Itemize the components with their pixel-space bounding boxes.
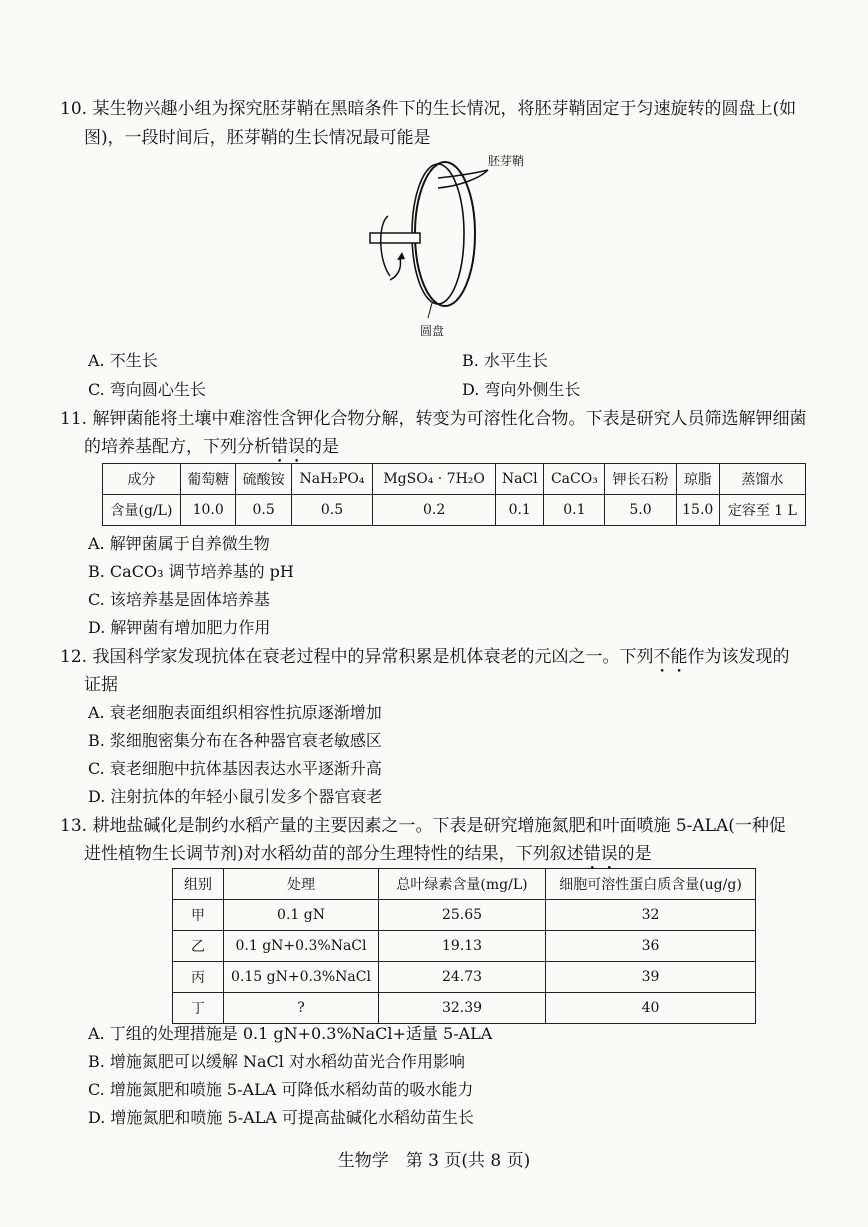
table-cell: 定容至 1 L bbox=[719, 495, 805, 526]
table-header: 处理 bbox=[224, 869, 379, 900]
q13-option-a: A. 丁组的处理措施是 0.1 gN+0.3%NaCl+适量 5-ALA bbox=[88, 1024, 493, 1043]
q11-option-c: C. 该培养基是固体培养基 bbox=[88, 590, 270, 609]
table-cell: ? bbox=[224, 993, 379, 1024]
table-header: 细胞可溶性蛋白质含量(ug/g) bbox=[546, 869, 756, 900]
table-header: 蒸馏水 bbox=[719, 464, 805, 495]
q11-option-d: D. 解钾菌有增加肥力作用 bbox=[88, 618, 271, 637]
table-header: 总叶绿素含量(mg/L) bbox=[379, 869, 546, 900]
disk-outer-edge bbox=[415, 162, 475, 306]
table-cell: 丙 bbox=[173, 962, 224, 993]
table-cell: 32.39 bbox=[379, 993, 546, 1024]
table-cell: 40 bbox=[546, 993, 756, 1024]
table-header: 琼脂 bbox=[676, 464, 719, 495]
table-header: 硫酸铵 bbox=[236, 464, 291, 495]
figure-label-disk: 圆盘 bbox=[420, 324, 445, 338]
table-header: CaCO₃ bbox=[544, 464, 605, 495]
table-row bbox=[173, 993, 756, 1024]
q11-option-a: A. 解钾菌属于自养微生物 bbox=[88, 534, 270, 553]
q11-medium-table bbox=[102, 463, 806, 526]
table-cell: 0.1 gN+0.3%NaCl bbox=[224, 931, 379, 962]
table-cell: 乙 bbox=[173, 931, 224, 962]
q13-option-d: D. 增施氮肥和喷施 5-ALA 可提高盐碱化水稻幼苗生长 bbox=[88, 1108, 474, 1127]
table-header: 钾长石粉 bbox=[605, 464, 676, 495]
q11-option-b: B. CaCO₃ 调节培养基的 pH bbox=[88, 562, 294, 581]
table-cell: 0.1 gN bbox=[224, 900, 379, 931]
table-row bbox=[173, 931, 756, 962]
table-cell: 10.0 bbox=[180, 495, 235, 526]
q12-option-c: C. 衰老细胞中抗体基因表达水平逐渐升高 bbox=[88, 759, 382, 778]
rotating-disk-figure bbox=[360, 148, 560, 348]
q10-stem-line2: 图)，一段时间后，胚芽鞘的生长情况最可能是 bbox=[84, 128, 431, 148]
emphasis-wrong: 错误 bbox=[271, 437, 305, 457]
table-cell: 36 bbox=[546, 931, 756, 962]
figure-label-coleoptile: 胚芽鞘 bbox=[488, 154, 525, 168]
q10-option-b: B. 水平生长 bbox=[462, 351, 548, 370]
table-cell: 5.0 bbox=[605, 495, 676, 526]
q13-stem-line2: 进性植物生长调节剂)对水稻幼苗的部分生理特性的结果，下列叙述错误的是 bbox=[84, 844, 652, 864]
table-cell: 0.1 bbox=[544, 495, 605, 526]
table-cell: 0.5 bbox=[236, 495, 291, 526]
q13-results-table bbox=[172, 868, 756, 1024]
table-header: NaCl bbox=[496, 464, 544, 495]
table-header: 葡萄糖 bbox=[180, 464, 235, 495]
table-cell: 39 bbox=[546, 962, 756, 993]
page-footer: 生物学 第 3 页(共 8 页) bbox=[337, 1151, 531, 1171]
q10-option-a: A. 不生长 bbox=[88, 351, 158, 370]
table-row bbox=[103, 495, 806, 526]
table-cell: 25.65 bbox=[379, 900, 546, 931]
emphasis-wrong: 错误 bbox=[583, 844, 618, 864]
table-cell: 19.13 bbox=[379, 931, 546, 962]
table-row bbox=[173, 962, 756, 993]
table-header: 成分 bbox=[103, 464, 181, 495]
q10-option-c: C. 弯向圆心生长 bbox=[88, 380, 206, 399]
rotation-arrow-icon bbox=[381, 216, 390, 276]
table-cell: 32 bbox=[546, 900, 756, 931]
table-cell: 丁 bbox=[173, 993, 224, 1024]
q12-option-a: A. 衰老细胞表面组织相容性抗原逐渐增加 bbox=[88, 703, 382, 722]
q11-stem-line2: 的培养基配方，下列分析错误的是 bbox=[84, 437, 339, 457]
table-header: NaH₂PO₄ bbox=[291, 464, 372, 495]
table-cell: 24.73 bbox=[379, 962, 546, 993]
q12-option-b: B. 浆细胞密集分布在各种器官衰老敏感区 bbox=[88, 731, 382, 750]
table-cell: 15.0 bbox=[676, 495, 719, 526]
q13-option-b: B. 增施氮肥可以缓解 NaCl 对水稻幼苗光合作用影响 bbox=[88, 1052, 466, 1071]
q12-option-d: D. 注射抗体的年轻小鼠引发多个器官衰老 bbox=[88, 787, 383, 806]
table-cell: 甲 bbox=[173, 900, 224, 931]
q12-stem-line1: 12. 我国科学家发现抗体在衰老过程中的异常积累是机体衰老的元凶之一。下列不能作为该发现的 bbox=[60, 647, 790, 667]
q12-stem-line2: 证据 bbox=[84, 675, 118, 695]
table-header: 组别 bbox=[173, 869, 224, 900]
table-cell: 0.1 bbox=[496, 495, 544, 526]
table-row bbox=[173, 869, 756, 900]
q10-stem-line1: 10. 某生物兴趣小组为探究胚芽鞘在黑暗条件下的生长情况，将胚芽鞘固定于匀速旋转的圆盘上(如 bbox=[60, 99, 797, 119]
table-row bbox=[173, 900, 756, 931]
table-cell: 0.15 gN+0.3%NaCl bbox=[224, 962, 379, 993]
q13-stem-line1: 13. 耕地盐碱化是制约水稻产量的主要因素之一。下表是研究增施氮肥和叶面喷施 5-ALA(一种促 bbox=[60, 816, 786, 836]
table-row bbox=[103, 464, 806, 495]
table-header: MgSO₄ · 7H₂O bbox=[373, 464, 496, 495]
table-cell: 0.5 bbox=[291, 495, 372, 526]
axle bbox=[370, 233, 420, 243]
emphasis-cannot: 不能 bbox=[653, 647, 688, 667]
q13-option-c: C. 增施氮肥和喷施 5-ALA 可降低水稻幼苗的吸水能力 bbox=[88, 1080, 474, 1099]
table-cell: 0.2 bbox=[373, 495, 496, 526]
q11-stem-line1: 11. 解钾菌能将土壤中难溶性含钾化合物分解，转变为可溶性化合物。下表是研究人员筛选解钾细菌 bbox=[60, 409, 807, 429]
q10-option-d: D. 弯向外侧生长 bbox=[462, 380, 581, 399]
table-cell: 含量(g/L) bbox=[103, 495, 181, 526]
